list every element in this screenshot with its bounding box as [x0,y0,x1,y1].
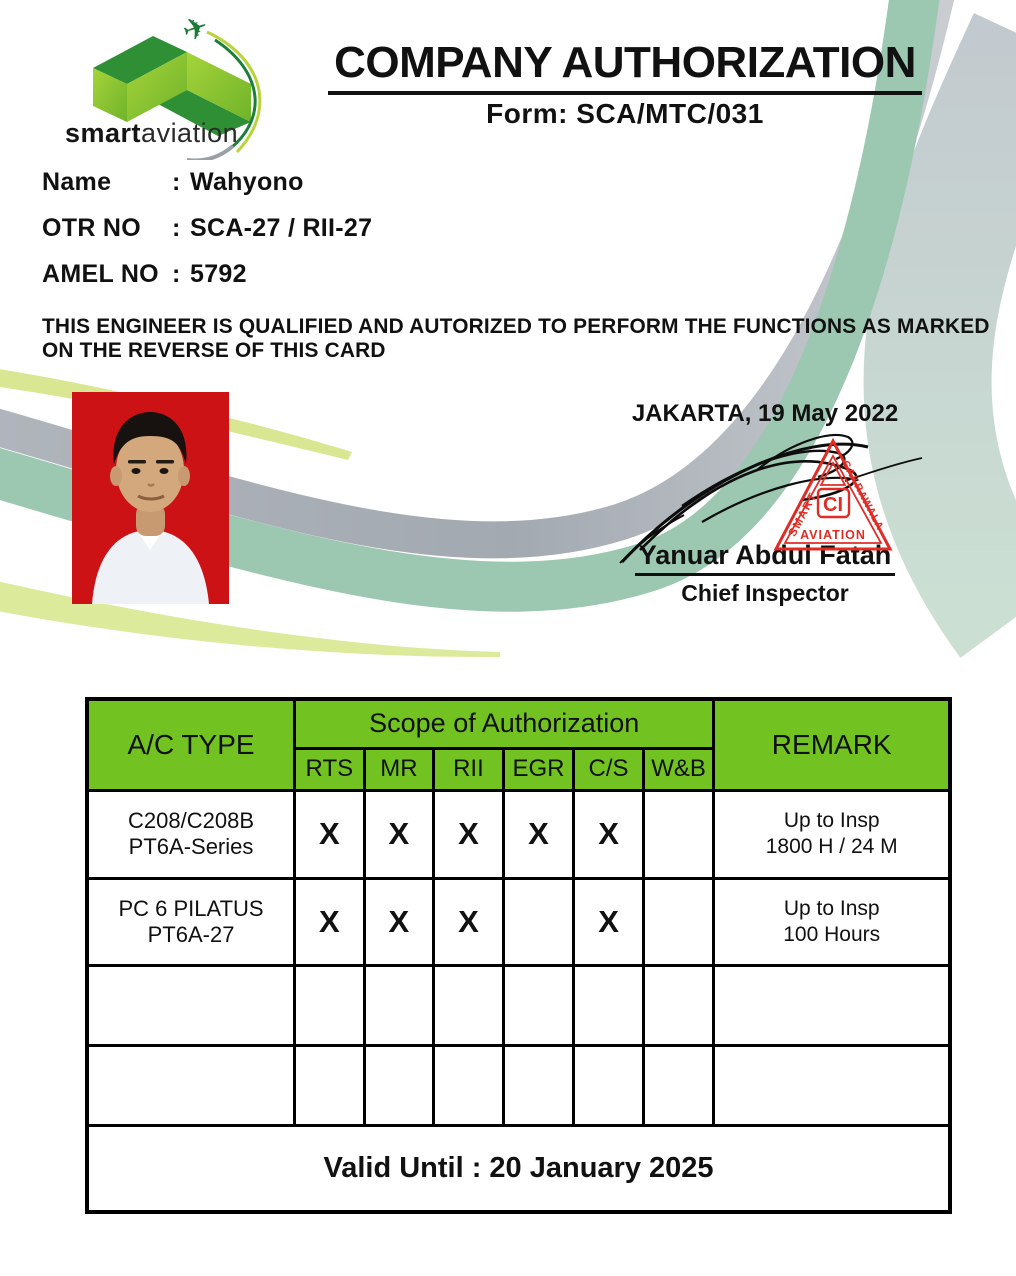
mark-cell-egr [503,965,574,1045]
remark-line1: Up to Insp [783,896,880,920]
mark-cell-wb [643,878,714,965]
col-header-rts: RTS [295,748,365,790]
field-otr-label: OTR NO [42,214,142,242]
mark-cell-egr [503,878,574,965]
col-header-mr: MR [364,748,434,790]
ac-type-cell [87,965,295,1045]
col-header-scope: Scope of Authorization [295,699,714,748]
remark-cell [714,965,950,1045]
table-row-empty [87,1045,950,1125]
mark-cell-mr: X [364,878,434,965]
col-header-cs: C/S [574,748,644,790]
mark-cell-wb [643,790,714,878]
col-header-wb: W&B [643,748,714,790]
stamp-center-text: CI [823,494,843,516]
mark-cell-rii: X [434,790,504,878]
mark-cell-wb [643,1045,714,1125]
authorization-table [85,697,952,1214]
mark-cell-rts [295,1045,365,1125]
stamp-right-text: CAKRAWALA [839,458,887,533]
remark-cell [714,878,950,965]
field-name-label: Name [42,168,112,196]
field-name [42,168,562,214]
remark-line2: 1800 H / 24 M [765,835,898,858]
remark-cell [714,790,950,878]
field-otr-separator: : [172,214,181,242]
mark-cell-cs: X [574,790,644,878]
mark-cell-cs [574,965,644,1045]
stamp-left-text: SMART [786,490,821,539]
ac-type-cell [87,790,295,878]
field-amel-no [42,260,562,306]
mark-cell-egr [503,1045,574,1125]
ac-type-line1: C208/C208B [128,808,255,833]
ac-type-cell [87,878,295,965]
field-amel-separator: : [172,260,181,288]
id-photo-portrait [72,392,229,604]
signer-title: Chief Inspector [681,580,849,606]
ac-type-line2: PT6A-27 [147,921,235,947]
form-number: Form: SCA/MTC/031 [486,98,764,129]
document-header [320,38,930,130]
field-otr-no [42,214,562,260]
mark-cell-rts: X [295,878,365,965]
col-header-ac-type: A/C TYPE [87,699,295,790]
remark-line1: Up to Insp [783,809,880,832]
mark-cell-rii [434,1045,504,1125]
id-photo [72,392,229,604]
brand-aviation: aviation [141,118,239,148]
table-row-empty [87,965,950,1045]
mark-cell-rts [295,965,365,1045]
mark-cell-egr: X [503,790,574,878]
mark-cell-mr [364,965,434,1045]
ac-type-line1: PC 6 PILATUS [118,895,264,921]
mark-cell-mr [364,1045,434,1125]
brand-smart: smart [65,118,142,148]
mark-cell-wb [643,965,714,1045]
company-logo [55,10,355,160]
remark-line2: 100 Hours [783,922,881,946]
col-header-egr: EGR [503,748,574,790]
ac-type-line2: PT6A-Series [128,834,254,859]
field-otr-value: SCA-27 / RII-27 [190,214,373,242]
mark-cell-rii [434,965,504,1045]
mark-cell-rts: X [295,790,365,878]
field-amel-label: AMEL NO [42,260,159,288]
col-header-rii: RII [434,748,504,790]
page-title: COMPANY AUTHORIZATION [328,38,922,95]
mark-cell-cs [574,1045,644,1125]
field-amel-value: 5792 [190,260,247,288]
signature-and-stamp [600,425,940,570]
inspector-stamp [776,441,890,549]
col-header-remark: REMARK [714,699,950,790]
table-row [87,790,950,878]
brand-wordmark [65,118,238,149]
ac-type-cell [87,1045,295,1125]
airplane-icon: ✈ [178,9,213,50]
statement-line-2: ON THE REVERSE OF THIS CARD [42,338,386,362]
remark-cell [714,1045,950,1125]
mark-cell-cs: X [574,878,644,965]
statement-line-1: THIS ENGINEER IS QUALIFIED AND AUTORIZED TO PERFORM THE FUNCTIONS AS MARKED [42,314,990,338]
field-name-separator: : [172,168,181,196]
valid-until-cell: Valid Until : 20 January 2025 [87,1125,950,1212]
mark-cell-mr: X [364,790,434,878]
issue-place-date: JAKARTA, 19 May 2022 [631,400,899,427]
identity-fields [42,168,562,306]
table-row [87,878,950,965]
field-name-value: Wahyono [190,168,304,196]
stamp-bottom-text: AVIATION [800,528,866,542]
signer-name: Yanuar Abdul Fatah [635,540,896,576]
mark-cell-rii: X [434,878,504,965]
qualification-statement [42,314,993,362]
